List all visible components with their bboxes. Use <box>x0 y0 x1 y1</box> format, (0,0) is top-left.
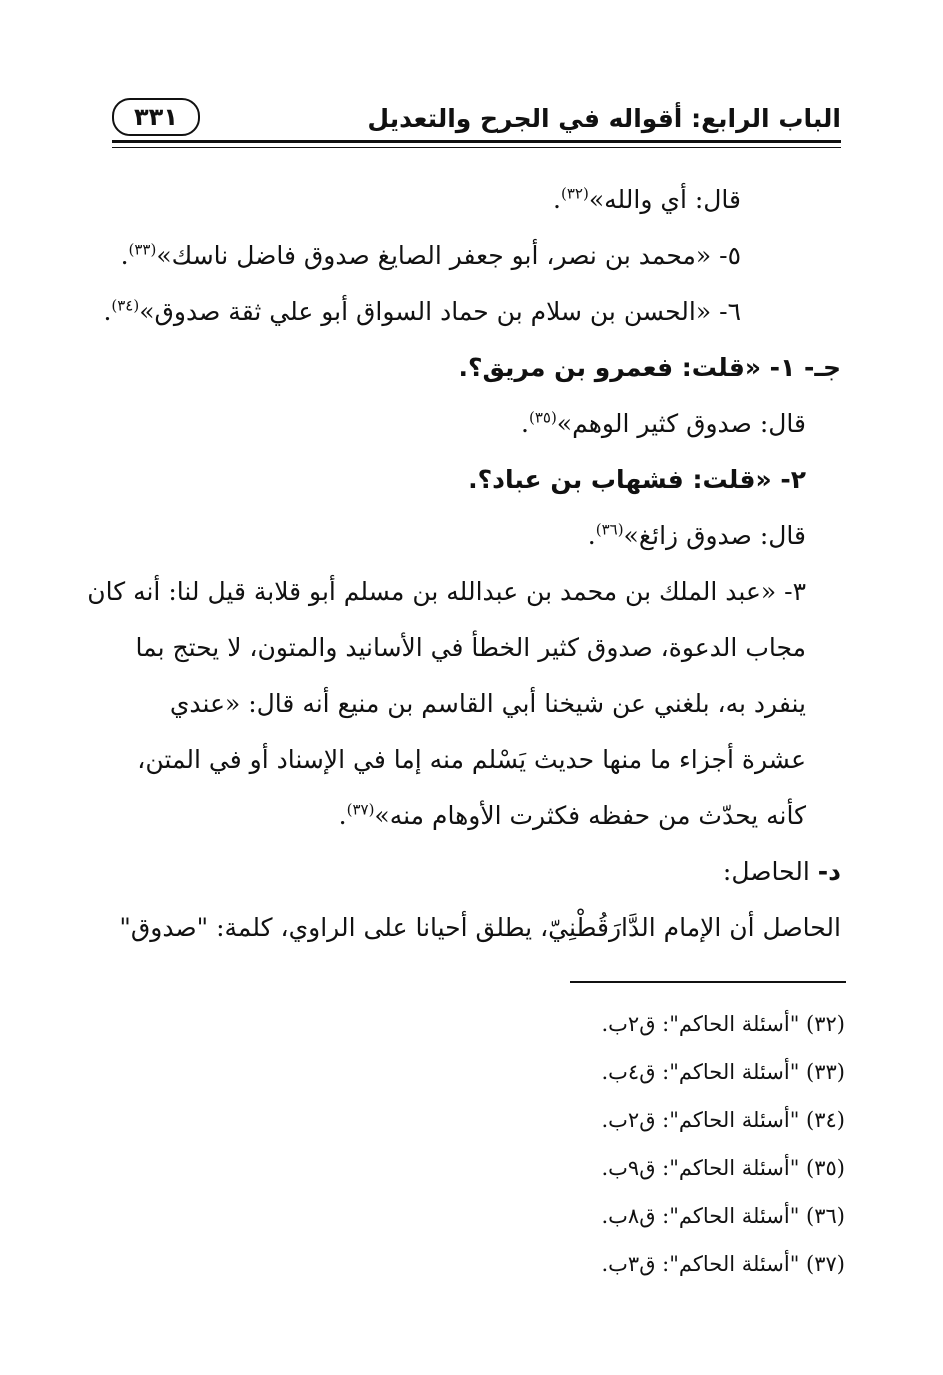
line-text: مجاب الدعوة، صدوق كثير الخطأ في الأسانيد والمتون، لا يحتج بما <box>135 633 806 662</box>
footnote: (٣٤) "أسئلة الحاكم": ق٢ب. <box>601 1108 845 1132</box>
text-line <box>103 284 841 340</box>
footnote-separator <box>570 981 846 983</box>
line-text: الحاصل أن الإمام الدَّارَقُطْنِيّ، يطلق أحيانا على الراوي، كلمة: "صدوق" <box>119 913 841 942</box>
line-end: . <box>120 241 129 270</box>
line-end: . <box>338 801 347 830</box>
line-text: ٢- «قلت: فشهاب بن عباد؟. <box>468 465 806 494</box>
line-text: ينفرد به، بلغني عن شيخنا أبي القاسم بن منيع أنه قال: «عندي <box>169 689 806 718</box>
page-number-badge: ٣٣١ <box>112 98 200 136</box>
line-end: . <box>553 185 561 214</box>
footnote-ref: (٣٤) <box>111 296 140 315</box>
text-line <box>87 564 841 620</box>
header-rule <box>112 140 841 143</box>
footnotes <box>485 1000 845 1288</box>
line-text: كأنه يحدّث من حفظه فكثرت الأوهام منه» <box>374 801 806 830</box>
line-text: قال: أي والله» <box>588 185 741 214</box>
text-line <box>112 676 841 732</box>
text-line <box>112 508 841 564</box>
text-line <box>112 732 841 788</box>
line-text: قال: صدوق زائغ» <box>623 521 806 550</box>
footnote: (٣٧) "أسئلة الحاكم": ق٣ب. <box>601 1252 845 1276</box>
line-text: ٥- «محمد بن نصر، أبو جعفر الصايغ صدوق فاضل ناسك» <box>156 241 741 270</box>
page-header <box>112 98 841 144</box>
text-line <box>112 172 841 228</box>
text-line <box>112 228 841 284</box>
footnote-ref: (٣٥) <box>528 408 557 427</box>
text-line <box>112 788 841 844</box>
footnote-ref: (٣٦) <box>595 520 624 539</box>
footnote-ref: (٣٣) <box>128 240 157 259</box>
footnote: (٣٦) "أسئلة الحاكم": ق٨ب. <box>601 1204 845 1228</box>
section-label: جـ- <box>804 353 841 382</box>
footnote: (٣٢) "أسئلة الحاكم": ق٢ب. <box>601 1012 845 1036</box>
section-label: د- <box>817 857 841 886</box>
footnote-ref: (٣٢) <box>560 184 589 203</box>
line-end: . <box>103 297 112 326</box>
line-text: ٣- «عبد الملك بن محمد بن عبدالله بن مسلم أبو قلابة قيل لنا: أنه كان <box>87 577 806 606</box>
line-text: قال: صدوق كثير الوهم» <box>556 409 806 438</box>
text-line <box>112 620 841 676</box>
line-end: . <box>521 409 529 438</box>
line-text: عشرة أجزاء ما منها حديث يَسْلم منه إما في الإسناد أو في المتن، <box>137 745 806 774</box>
text-line <box>112 844 841 900</box>
text-line <box>112 396 841 452</box>
line-text: ١- «قلت: فعمرو بن مريق؟. <box>458 353 805 382</box>
line-text: ٦- «الحسن بن سلام بن حماد السواق أبو علي ثقة صدوق» <box>139 297 741 326</box>
text-line <box>112 452 841 508</box>
text-line <box>112 900 841 956</box>
header-rule-thin <box>112 147 841 148</box>
line-text: الحاصل: <box>722 857 818 886</box>
chapter-title: الباب الرابع: أقواله في الجرح والتعديل <box>367 104 841 133</box>
footnote: (٣٣) "أسئلة الحاكم": ق٤ب. <box>601 1060 845 1084</box>
body-text <box>87 172 841 956</box>
line-end: . <box>587 521 596 550</box>
footnote: (٣٥) "أسئلة الحاكم": ق٩ب. <box>601 1156 845 1180</box>
text-line <box>112 340 841 396</box>
footnote-ref: (٣٧) <box>346 800 375 819</box>
